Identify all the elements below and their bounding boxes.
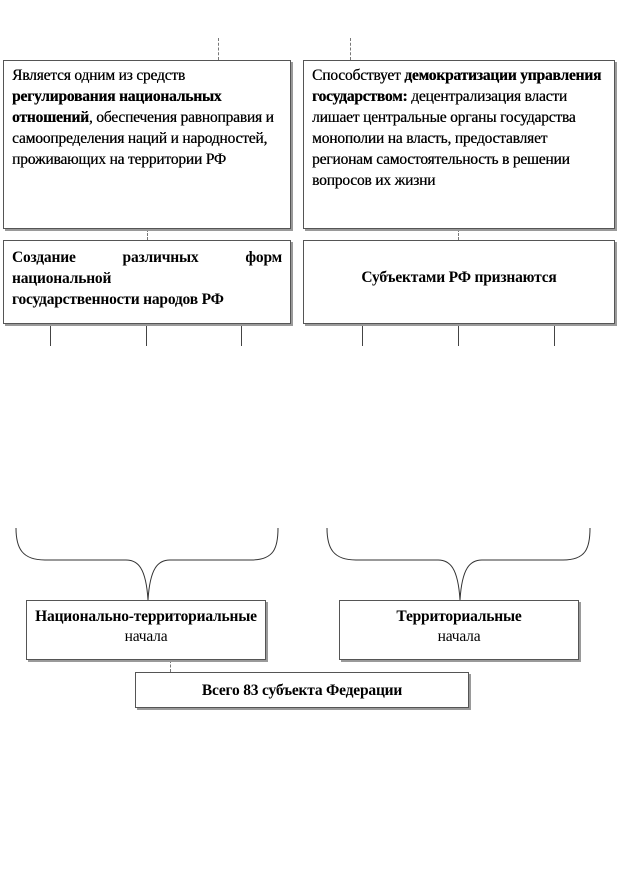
- ml-line-1: Создание различных форм: [12, 249, 282, 266]
- tr-text-2: демократизации управления государством:: [312, 67, 602, 105]
- ter-bold: Территориальные: [396, 608, 522, 625]
- nat-normal: начала: [124, 628, 168, 645]
- mr-text: Субъектами РФ признаются: [361, 269, 557, 286]
- tl-text-2: регулирования национальных отношений: [12, 88, 222, 126]
- nat-bold: Национально-территориальные: [35, 608, 257, 625]
- ml-line-2: национальной: [12, 270, 112, 287]
- box-total-subjects: [135, 672, 469, 708]
- tr-text-1: Способствует: [312, 67, 405, 84]
- box-national-territorial: [26, 600, 266, 660]
- brace-right: [327, 528, 590, 600]
- total-text: Всего 83 субъекта Федерации: [201, 682, 403, 699]
- tl-text-3: , обеспечения равноправия и самоопределения наций и народностей, проживающих на территории РФ: [12, 109, 274, 168]
- ml-line-3: государственности народов РФ: [12, 291, 224, 308]
- tr-text-3: децентрализация власти лишает центральные органы государства монополии на власть, предоставляет регионам самостоятельность в решении вопросов их жизни: [312, 88, 576, 189]
- brace-left: [16, 528, 278, 600]
- ter-normal: начала: [437, 628, 481, 645]
- box-territorial: [339, 600, 579, 660]
- tl-text-1: Является одним из средств: [12, 67, 185, 84]
